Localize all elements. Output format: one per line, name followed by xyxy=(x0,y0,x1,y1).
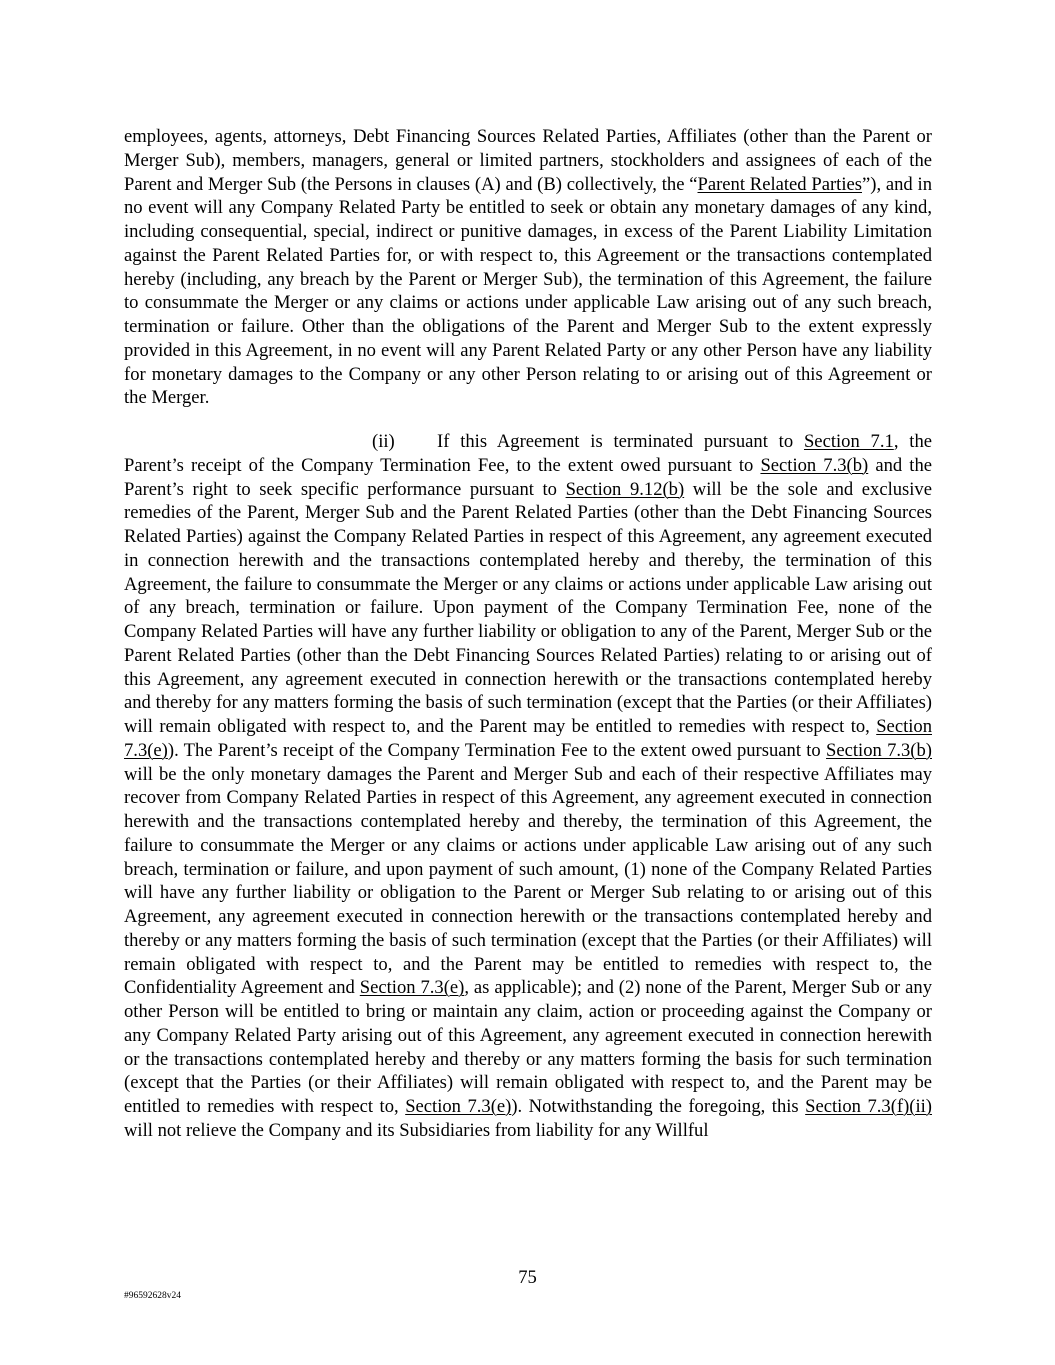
text-run: ). Notwithstanding the foregoing, this xyxy=(511,1096,806,1117)
section-ref-7-3-b: Section 7.3(b) xyxy=(826,739,932,761)
section-ref-7-3-e: Section 7.3(e) xyxy=(359,977,465,999)
text-run: will be the sole and exclusive remedies of the Parent, Merger Sub and the Parent Related Parties (other than the Debt Financing Sources Related Parties) against the Company Related Parties in respect of this Agreement, any agreement executed in connection herewith and the transactions contemplated hereby and thereby, the termination of this Agreement, the failure to consummate the Merger or any claims or actions under applicable Law arising out of any breach, termination or failure. Upon payment of the Company Termination Fee, none of the Company Related Parties will have any further liability or obligation to any of the Parent, Merger Sub or the Parent Related Parties (other than the Debt Financing Sources Related Parties) relating to or arising out of this Agreement, any agreement executed in connection herewith or the transactions contemplated hereby and thereby for any matters forming the basis of such termination (except that the Parties (or their Affiliates) will remain obligated with respect to, and the Parent may be entitled to remedies with respect to, xyxy=(124,478,932,737)
defined-term-parent-related-parties: Parent Related Parties xyxy=(697,173,862,195)
section-ref-7-3-f-ii: Section 7.3(f)(ii) xyxy=(805,1096,932,1117)
document-body xyxy=(124,125,932,1143)
clause-numeral: (ii) xyxy=(372,431,395,452)
text-run: will be the only monetary damages the Parent and Merger Sub and each of their respective Affiliates may recover from Company Related Parties in respect of this Agreement, any agreement executed in connection herewith and the transactions contemplated hereby and thereby, the termination of this Agreement, the failure to consummate the Merger or any claims or actions under applicable Law arising out of any such breach, termination or failure, and upon payment of such amount, (1) none of the Company Related Parties will have any further liability or obligation to the Parent or Merger Sub relating to or arising out of this Agreement, any agreement executed in connection herewith or the transactions contemplated hereby and thereby or any matters forming the basis of such termination (except that the Parties (or their Affiliates) will remain obligated with respect to, and the Parent may be entitled to remedies with respect to, the Confidentiality Agreement and xyxy=(124,763,932,999)
section-ref-7-3-e: Section 7.3(e) xyxy=(405,1096,512,1117)
paragraph-clause-ii xyxy=(124,430,932,1143)
text-run: will not relieve the Company and its Subsidiaries from liability for any Willful xyxy=(124,1119,709,1141)
section-ref-7-3-e: Section 7.3(e) xyxy=(124,716,932,761)
paragraph-parent-related-parties xyxy=(124,125,932,410)
text-run: , the Parent’s receipt of the Company Termination Fee, to the extent owed pursuant to xyxy=(124,431,932,476)
text-run: ). The Parent’s receipt of the Company Termination Fee to the extent owed pursuant to xyxy=(167,739,827,761)
page-number: 75 xyxy=(518,1267,537,1288)
section-ref-7-1: Section 7.1 xyxy=(803,431,894,452)
text-run: ”), and in no event will any Company Related Party be entitled to seek or obtain any monetary damages of any kind, including consequential, special, indirect or punitive damages, in excess of the Parent Liability Limitation against the Parent Related Parties for, or with respect to, this Agreement or the transactions contemplated hereby (including, any breach by the Parent or Merger Sub), the termination of this Agreement, the failure to consummate the Merger or any claims or actions under applicable Law arising out of any such breach, termination or failure. Other than the obligations of the Parent and Merger Sub to the extent expressly provided in this Agreement, in no event will any Parent Related Party or any other Person have any liability for monetary damages to the Company or any other Person relating to or arising out of this Agreement or the Merger. xyxy=(124,173,932,409)
text-run: employees, agents, attorneys, Debt Financing Sources Related Parties, Affiliates (other than the Parent or Merger Sub), members, managers, general or limited partners, stockholders and assignees of each of the Parent and Merger Sub (the Persons in clauses (A) and (B) collectively, the “ xyxy=(124,126,932,195)
section-ref-7-3-b: Section 7.3(b) xyxy=(760,454,869,476)
text-run: If this Agreement is terminated pursuant to xyxy=(437,431,804,452)
document-id: #96592628v24 xyxy=(124,1291,181,1301)
section-ref-9-12-b: Section 9.12(b) xyxy=(565,478,685,500)
text-run: and the Parent’s right to seek specific performance pursuant to xyxy=(124,454,932,500)
text-run: , as applicable); and (2) none of the Parent, Merger Sub or any other Person will be entitled to bring or maintain any claim, action or proceeding against the Company or any Company Related Party arising out of this Agreement, any agreement executed in connection herewith or the transactions contemplated hereby and thereby or any matters forming the basis for such termination (except that the Parties (or their Affiliates) will remain obligated with respect to, and the Parent may be entitled to remedies with respect to, xyxy=(124,977,932,1117)
